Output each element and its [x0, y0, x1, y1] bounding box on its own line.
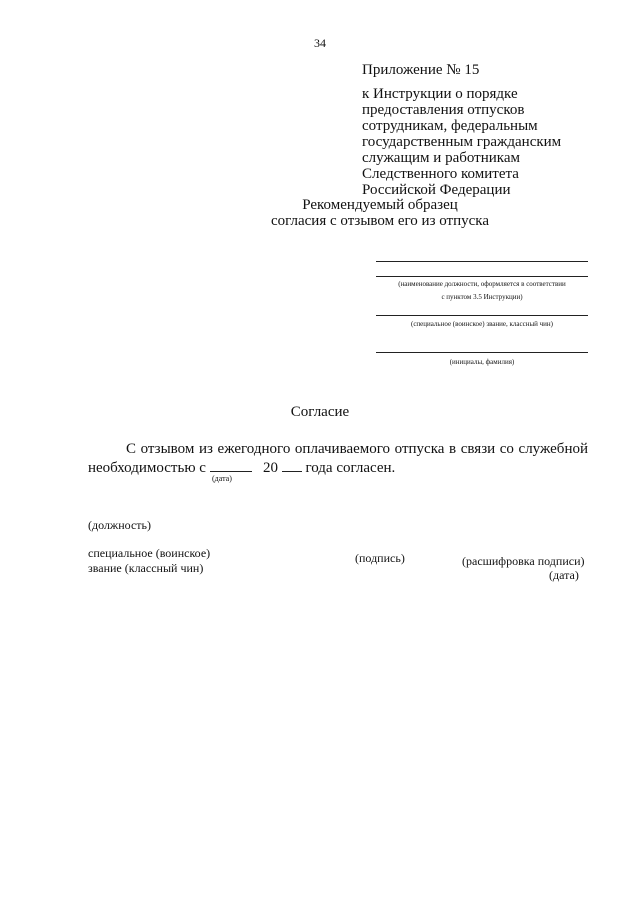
- field-line: [376, 352, 588, 353]
- field-line: [376, 261, 588, 262]
- name-caption: (инициалы, фамилия): [449, 358, 515, 366]
- consent-text-end: года согласен.: [305, 460, 396, 476]
- signature-date: (дата): [549, 568, 579, 582]
- consent-paragraph: [88, 440, 588, 478]
- consent-text: необходимостью с: [88, 460, 206, 476]
- rank-caption: (специальное (воинское) звание, классный чин): [410, 320, 554, 328]
- signature-rank-line-2: звание (классный чин): [88, 561, 204, 575]
- signature-rank: [88, 546, 210, 576]
- consent-line-1: С отзывом из ежегодного оплачиваемого отпуска в связи со служебной: [126, 441, 588, 457]
- appendix-line: Российской Федерации: [362, 182, 511, 198]
- recommended-sample-title: [200, 197, 560, 229]
- recommended-line-1: Рекомендуемый образец: [302, 197, 458, 213]
- position-caption: [376, 280, 588, 301]
- date-caption: (дата): [212, 474, 232, 483]
- date-blank: [210, 459, 252, 472]
- page-number: 34: [314, 36, 326, 50]
- appendix-line: предоставления отпусков: [362, 102, 525, 118]
- recommended-line-2: согласия с отзывом его из отпуска: [270, 213, 490, 229]
- signature-label: (подпись): [355, 551, 405, 565]
- appendix-line: сотрудникам, федеральным: [362, 118, 538, 134]
- year-prefix: 20: [262, 460, 278, 476]
- appendix-line: государственным гражданским: [362, 134, 562, 150]
- field-line: [376, 276, 588, 277]
- year-blank: [282, 459, 302, 472]
- position-caption-line-1: (наименование должности, оформляется в соответствии: [398, 280, 566, 288]
- consent-line-2: [88, 459, 588, 478]
- position-caption-line-2: с пунктом 3.5 Инструкции): [441, 293, 523, 301]
- field-line: [376, 315, 588, 316]
- document-heading: Согласие: [290, 404, 350, 420]
- appendix-title: Приложение № 15: [362, 62, 480, 78]
- appendix-line: к Инструкции о порядке: [362, 86, 518, 102]
- signature-rank-line-1: специальное (воинское): [88, 546, 211, 560]
- appendix-line: служащим и работникам: [362, 150, 520, 166]
- signature-position: (должность): [88, 518, 151, 532]
- appendix-line: Следственного комитета: [362, 166, 519, 182]
- appendix-block: [362, 62, 561, 198]
- signature-decoding: (расшифровка подписи): [462, 554, 585, 568]
